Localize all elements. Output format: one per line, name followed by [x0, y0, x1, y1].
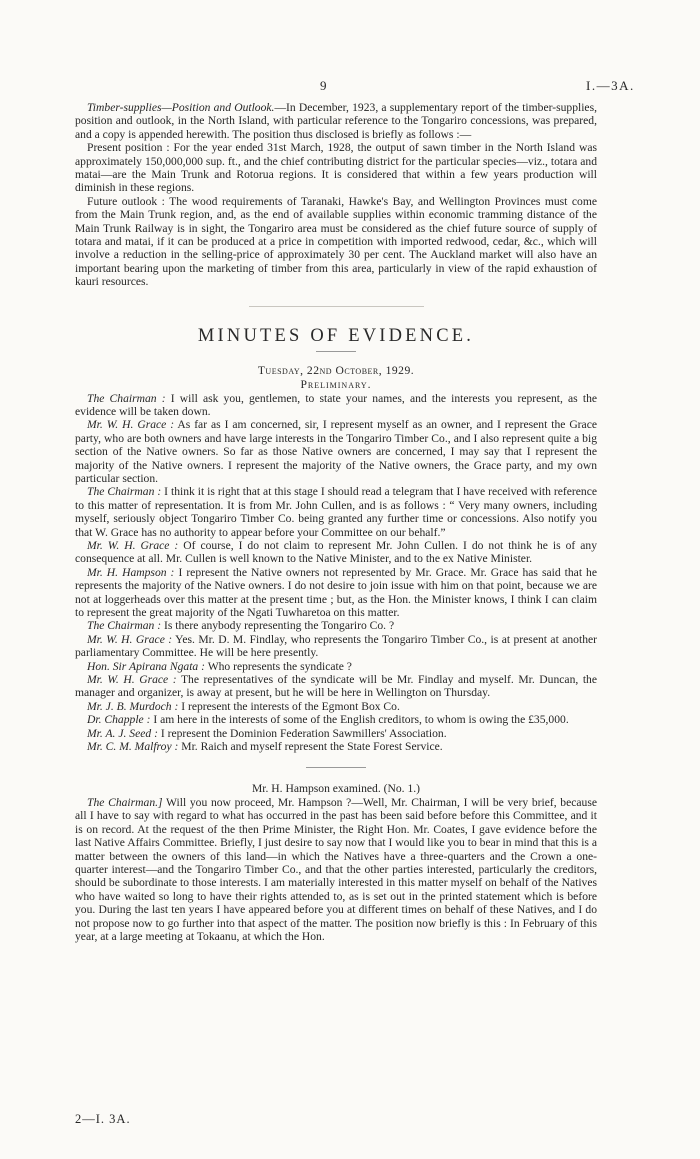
speaker-name: Mr. W. H. Grace :	[87, 673, 177, 687]
speaker-name: Mr. W. H. Grace :	[87, 632, 173, 646]
exchange-paragraph	[75, 713, 597, 726]
hampson-speaker: The Chairman.]	[87, 795, 163, 809]
exchange-paragraph	[75, 566, 597, 620]
hampson-statement	[75, 796, 597, 943]
document-body	[75, 101, 597, 943]
speaker-text: Mr. Raich and myself represent the State Forest Service.	[178, 740, 443, 754]
speaker-name: Mr. C. M. Malfroy :	[87, 740, 179, 754]
examination-divider	[306, 767, 366, 768]
hampson-text: Will you now proceed, Mr. Hampson ?—Well, Mr. Chairman, I will be very brief, because all I have to say with regard to what has occurred in the past has been said before before this Committee, and it is on record. At the request of the then Prime Minister, the Right Hon. Mr. Coates, I gave evidence before the last Native Affairs Committee. Briefly, I just desire to say now that I would like you to bear in mind that this is a matter between the owners of this land—in which the Natives have a three-quarters and the Crown a one-quarter interest—and the Tongariro Timber Co., and that the other parties interested, particularly the creditors, should be subordinate to those interests. I am materially interested in this matter myself on behalf of the Natives who have waited so long to have their rights attended to, as is set out in the printed statement which is before you. During the last ten years I have appeared before you at different times on behalf of these Natives, and I do not propose now to go further into that aspect of the matter. The position now briefly is this : In February of this year, at a large meeting at Tokaanu, at which the Hon.	[75, 795, 597, 943]
speaker-text: Of course, I do not claim to represent Mr. John Cullen. I do not think he is of any consequence at all. Mr. Cullen is well known to the Native Minister, and to the ex Native Minister.	[75, 538, 597, 566]
timber-paragraph-2: Present position : For the year ended 31st March, 1928, the output of sawn timber in the North Island was approximately 150,000,000 sup. ft., and the chief contributing district for the particular species—viz., totara and matai—are the Main Trunk and Rotorua regions. It is considered that within a few years production will diminish in these regions.	[75, 141, 597, 195]
speaker-text: I think it is right that at this stage I should read a telegram that I have received with reference to this matter of representation. It is from Mr. John Cullen, and is as follows : “ Very many owners, including myself, seriously object Tongariro Timber Co. being granted any further time or concessions. Also notify you that W. Grace has no authority to appear before your Committee on our behalf.”	[75, 485, 597, 539]
speaker-text: Yes. Mr. D. M. Findlay, who represents the Tongariro Timber Co., is at present at another parliamentary Committee. He will be here presently.	[75, 632, 597, 660]
timber-heading: Timber-supplies—Position and Outlook.	[87, 101, 275, 114]
speaker-text: I represent the Native owners not represented by Mr. Grace. Mr. Grace has said that he represents the majority of the Native owners. I do not desire to join issue with him on that point, because we are not at loggerheads over this matter at the present time ; but, as the Hon. the Minister knows, I think I can claim to represent the great majority of the Ngati Tuwharetoa on this matter.	[75, 565, 597, 619]
page-header	[0, 79, 700, 95]
exchange-paragraph	[75, 660, 597, 673]
witness-heading: Mr. H. Hampson examined. (No. 1.)	[251, 782, 421, 796]
title-underline	[316, 351, 356, 352]
section-divider	[249, 306, 424, 307]
exchange-paragraph	[75, 392, 597, 419]
speaker-text: As far as I am concerned, sir, I represent myself as an owner, and I represent the Grace party, who are both owners and have large interests in the Tongariro Timber Co., and I also represent quite a big section of the Native owners. So far as those Native owners are concerned, I may say that I represent the majority of the Native owners. I represent the majority of the Native owners, the Grace party, and my own particular section.	[75, 418, 597, 485]
speaker-text: I represent the Dominion Federation Sawmillers' Association.	[157, 726, 447, 740]
document-reference: I.—3A.	[586, 78, 635, 93]
timber-paragraph-3: Future outlook : The wood requirements of Taranaki, Hawke's Bay, and Wellington Provinces must come from the Main Trunk region, and, as the end of available supplies within economic tramming distance of the Main Trunk Railway is in sight, the Tongariro area must be considered as the chief future source of supply of totara and matai, if it can be produced at a price in competition with imported redwood, cedar, &c., which will involve a reduction in the selling-price of approximately 30 per cent. The Auckland market will also have an important bearing upon the marketing of timber from this area, particularly in view of the rapid exhaustion of kauri resources.	[75, 194, 597, 289]
exchanges-list	[75, 392, 597, 754]
signature-mark: 2—I. 3A.	[75, 1112, 131, 1126]
page-number: 9	[320, 78, 328, 93]
speaker-name: The Chairman :	[87, 619, 162, 633]
speaker-name: The Chairman :	[87, 485, 162, 499]
speaker-text: Who represents the syndicate ?	[205, 659, 352, 673]
timber-paragraph-1	[75, 101, 597, 141]
exchange-paragraph	[75, 673, 597, 700]
speaker-text: I represent the interests of the Egmont Box Co.	[178, 699, 400, 713]
session-date: Tuesday, 22nd October, 1929.	[257, 363, 415, 377]
speaker-text: I will ask you, gentlemen, to state your names, and the interests you represent, as the evidence will be taken down.	[75, 391, 598, 418]
exchange-paragraph	[75, 740, 597, 753]
exchange-paragraph	[75, 619, 597, 632]
timber-text-1: —In December, 1923, a supplementary report of the timber-supplies, position and outlook, in the North Island, with particular reference to the Tongariro concessions, was prepared, and a copy is appended herewith. The position thus disclosed is briefly as follows :—	[75, 101, 597, 141]
speaker-name: Hon. Sir Apirana Ngata :	[87, 659, 205, 673]
speaker-name: The Chairman :	[87, 391, 166, 405]
exchange-paragraph	[75, 485, 597, 539]
speaker-name: Mr. A. J. Seed :	[87, 726, 158, 740]
speaker-name: Mr. W. H. Grace :	[87, 538, 179, 552]
speaker-name: Mr. W. H. Grace :	[87, 418, 175, 432]
speaker-text: Is there anybody representing the Tongariro Co. ?	[161, 619, 395, 633]
speaker-text: The representatives of the syndicate will be Mr. Findlay and myself. Mr. Duncan, the manager and organizer, is away at present, but he will be here in Wellington on Thursday.	[75, 673, 597, 700]
speaker-name: Dr. Chapple :	[87, 713, 151, 727]
exchange-paragraph	[75, 418, 597, 485]
speaker-name: Mr. J. B. Murdoch :	[87, 699, 179, 713]
exchange-paragraph	[75, 539, 597, 566]
exchange-paragraph	[75, 700, 597, 713]
exchange-paragraph	[75, 633, 597, 660]
exchange-paragraph	[75, 727, 597, 740]
speaker-text: I am here in the interests of some of the English creditors, to whom is owing the £35,000.	[150, 713, 569, 727]
minutes-title: MINUTES OF EVIDENCE.	[197, 325, 475, 346]
preliminary-heading: Preliminary.	[300, 378, 372, 392]
speaker-name: Mr. H. Hampson :	[87, 565, 175, 579]
